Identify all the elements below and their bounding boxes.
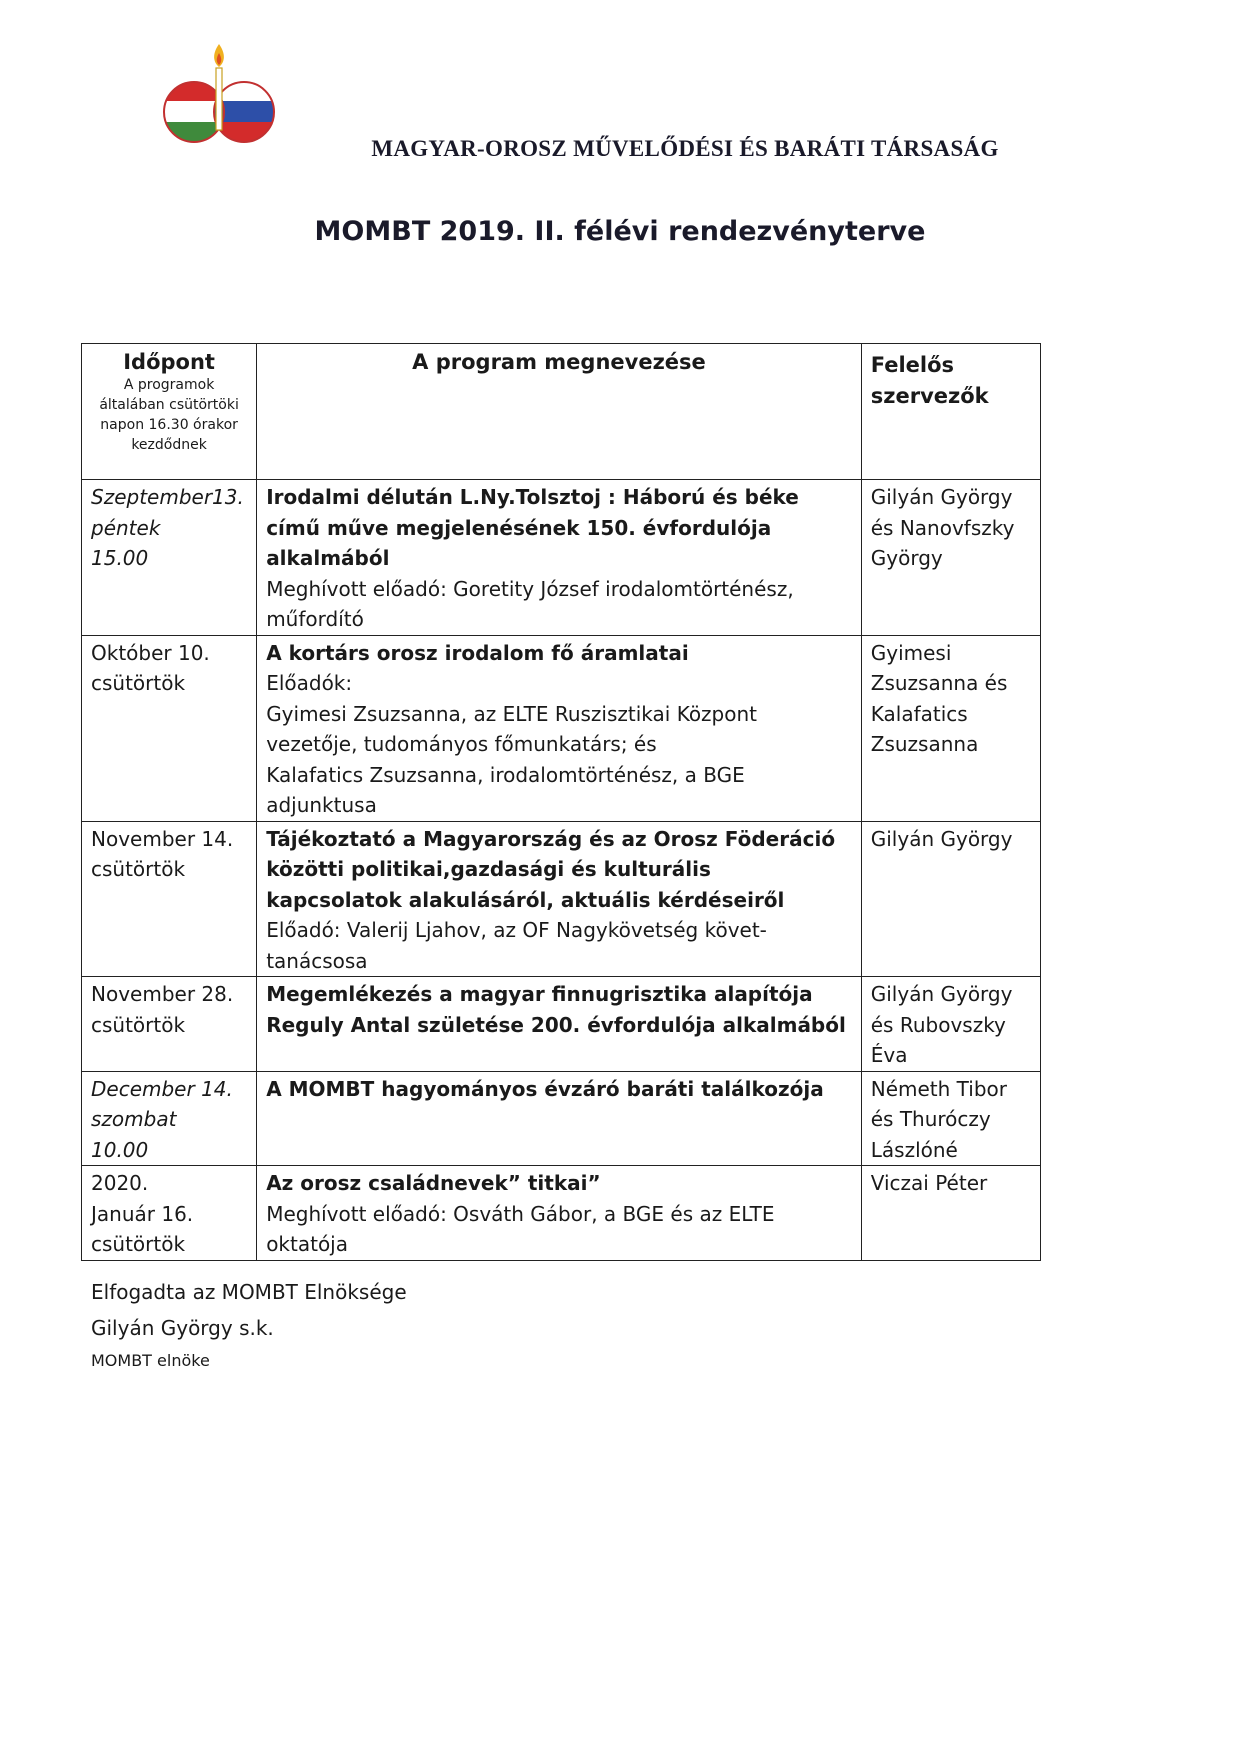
table-row <box>82 821 1041 977</box>
table-header-row <box>82 344 1041 480</box>
approval-line: Elfogadta az MOMBT Elnöksége <box>91 1280 407 1304</box>
row-program <box>257 1166 862 1261</box>
row-date: December 14. szombat 10.00 <box>82 1071 257 1166</box>
header-time: Időpont <box>123 350 215 374</box>
row-program-title: Megemlékezés a magyar finnugrisztika alapítója Reguly Antal születése 200. évfordulója alkalmából <box>266 982 846 1037</box>
table-row <box>82 635 1041 821</box>
row-program-details: Meghívott előadó: Goretity József irodalomtörténész, műfordító <box>266 576 794 631</box>
row-program <box>257 821 862 977</box>
row-date: November 28. csütörtök <box>82 977 257 1072</box>
row-program <box>257 480 862 636</box>
row-responsible: Németh Tibor és Thuróczy Lászlóné <box>861 1071 1040 1166</box>
row-program-title: A MOMBT hagyományos évzáró baráti találkozója <box>266 1076 824 1101</box>
row-program <box>257 1071 862 1166</box>
schedule-table <box>81 343 1041 1261</box>
approval-footer <box>91 1274 407 1376</box>
header-responsible: Felelős szervezők <box>870 353 989 408</box>
row-responsible: Gilyán György <box>861 821 1040 977</box>
society-logo <box>152 40 287 160</box>
signatory-name: Gilyán György s.k. <box>91 1316 274 1340</box>
row-responsible: Viczai Péter <box>861 1166 1040 1261</box>
header-time-cell <box>82 344 257 480</box>
row-responsible: Gyimesi Zsuzsanna és Kalafatics Zsuzsanna <box>861 635 1040 821</box>
table-row <box>82 1071 1041 1166</box>
header-responsible-cell <box>861 344 1040 480</box>
header-time-note: A programok általában csütörtöki napon 16.30 órakor kezdődnek <box>99 377 239 453</box>
organization-name: MAGYAR-OROSZ MŰVELŐDÉSI ÉS BARÁTI TÁRSASÁG <box>371 136 999 161</box>
row-program <box>257 635 862 821</box>
table-row <box>82 1166 1041 1261</box>
table-row <box>82 480 1041 636</box>
row-program-title: Az orosz családnevek” titkai” <box>266 1171 601 1195</box>
row-program-title: A kortárs orosz irodalom fő áramlatai <box>266 640 689 665</box>
row-program-title: Irodalmi délután L.Ny.Tolsztoj : Háború és béke című műve megjelenésének 150. évfordulója alkalmából <box>266 485 799 570</box>
row-responsible: Gilyán György és Rubovszky Éva <box>861 977 1040 1072</box>
row-date: Szeptember13. péntek 15.00 <box>82 480 257 636</box>
row-program-details: Meghívott előadó: Osváth Gábor, a BGE és az ELTE oktatója <box>266 1201 775 1256</box>
header-program-cell <box>257 344 862 480</box>
table-row <box>82 977 1041 1072</box>
row-date: 2020. Január 16. csütörtök <box>82 1166 257 1261</box>
header-program: A program megnevezése <box>412 350 706 374</box>
row-program-title: Tájékoztató a Magyarország és az Orosz Föderáció közötti politikai,gazdasági és kulturális kapcsolatok alakulásáról, aktuális kérdéseiről <box>266 826 836 912</box>
row-responsible: Gilyán György és Nanovfszky György <box>861 480 1040 636</box>
row-program-details: Előadók: Gyimesi Zsuzsanna, az ELTE Ruszisztikai Központ vezetője, tudományos főmunkatárs; és Kalafatics Zsuzsanna, irodalomtörténész, a BGE adjunktusa <box>266 671 758 817</box>
document-title: MOMBT 2019. II. félévi rendezvényterve <box>314 216 926 247</box>
row-program <box>257 977 862 1072</box>
row-program-details: Előadó: Valerij Ljahov, az OF Nagykövetség követ-tanácsosa <box>266 918 767 973</box>
signatory-role: MOMBT elnöke <box>91 1351 210 1370</box>
row-date: Október 10. csütörtök <box>82 635 257 821</box>
row-date: November 14. csütörtök <box>82 821 257 977</box>
